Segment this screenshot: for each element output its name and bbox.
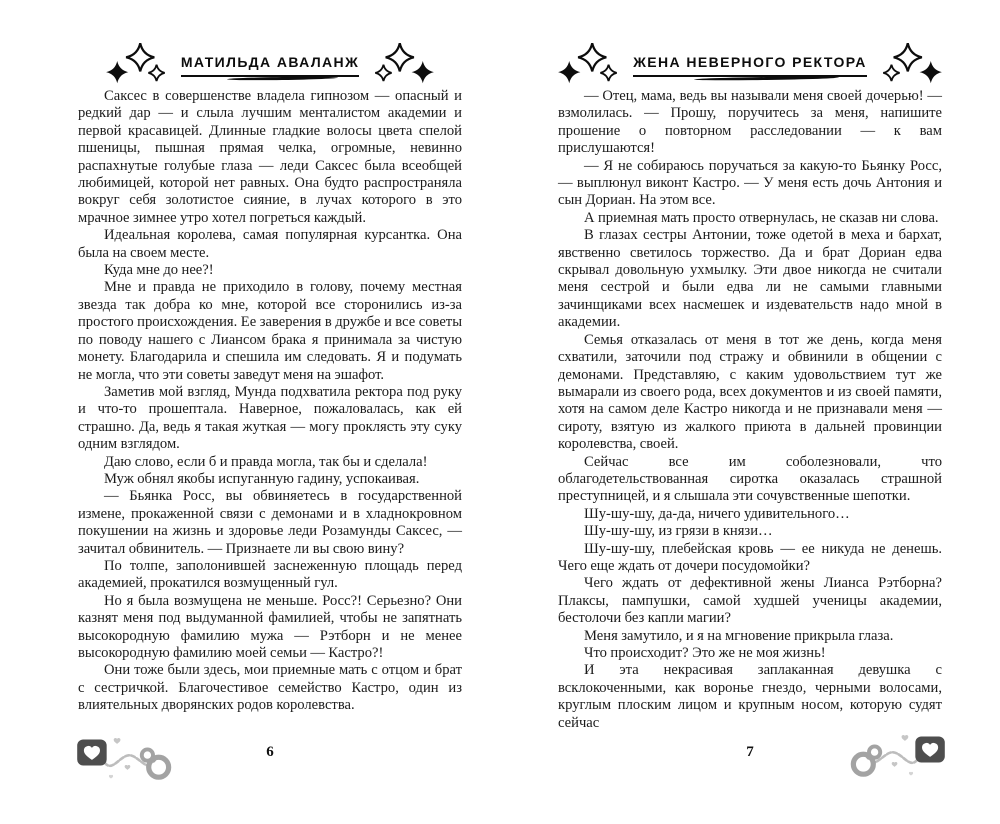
paragraph: Что происходит? Это же не моя жизнь!: [584, 645, 826, 661]
sparkles-icon: [876, 41, 944, 87]
author-header: МАТИЛЬДА АВАЛАНЖ: [181, 54, 359, 77]
paragraph: Шу-шу-шу, из грязи в князи…: [584, 523, 773, 540]
page-number-left: 6: [266, 744, 274, 760]
page-left: [78, 0, 462, 824]
paragraph: — Отец, мама, ведь вы называли меня своей дочерью! — взмолилась. — Прошу, поручитесь за меня, напишите прошение о повторном расследовании — к вам прислушаются!: [558, 88, 942, 157]
sparkles-icon: [368, 41, 436, 87]
page-number-right: 7: [746, 744, 754, 760]
heart-message-handcuffs-icon: [72, 734, 176, 784]
book-title-header: ЖЕНА НЕВЕРНОГО РЕКТОРА: [633, 54, 867, 77]
page-body-left: [78, 88, 462, 715]
paragraph: В глазах сестры Антонии, тоже одетой в меха и бархат, явственно светилось торжество. Да и брат Дориан едва скрывал довольную ухмылку. Эти двое никогда не считали меня сестрой и были едва ли не самыми главными зачинщиками всех насмешек и издевательств надо мной в академии.: [558, 227, 942, 331]
paragraph: — Бьянка Росс, вы обвиняетесь в государственной измене, прокаженной связи с демонами и в хладнокровном покушении на жизнь и здоровье леди Розамунды Саксес, — зачитал обвинитель. — Признаете ли вы свою вину?: [78, 488, 462, 557]
paragraph: Мне и правда не приходило в голову, почему местная звезда так добра ко мне, которой все сторонились из-за простого происхождения. Ее заверения в дружбе и все советы по поводу нашего с Лиансом брака я принимала за чистую монету. Благодарила и спешила им следовать. Я и подумать не могла, что эти советы заведут меня на эшафот.: [78, 279, 462, 383]
sparkles-icon: [104, 41, 172, 87]
paragraph: Идеальная королева, самая популярная курсантка. Она была на своем месте.: [78, 227, 462, 261]
paragraph: По толпе, заполонившей заснеженную площадь перед академией, прокатился возмущенный гул.: [78, 557, 462, 592]
page-body-right: [558, 88, 942, 732]
paragraph: И эта некрасивая заплаканная девушка с всклокоченными, как воронье гнездо, черными волосами, круглым плоским лицом и крупным носом, которую судят сейчас: [558, 662, 942, 731]
paragraph: Даю слово, если б и правда могла, так бы и сделала!: [104, 453, 428, 470]
sparkles-icon: [556, 41, 624, 87]
paragraph: Сейчас все им соболезновали, что облагодетельствованная сиротка оказалась страшной преступницей, и я слышала эти сочувственные шепотки.: [558, 453, 942, 505]
paragraph: Шу-шу-шу, плебейская кровь — ее никуда не денешь. Чего еще ждать от дочери посудомойки?: [558, 540, 942, 574]
paragraph: Муж обнял якобы испуганную гадину, успокаивая.: [104, 470, 420, 487]
paragraph: Они тоже были здесь, мои приемные мать с отцом и брат с сестричкой. Благочестивое семейство Кастро, один из влиятельных дворянских родов королевства.: [78, 662, 462, 714]
paragraph: — Я не собираюсь поручаться за какую-то Бьянку Росс, — выплюнул виконт Кастро. — У меня есть дочь Антония и сын Дориан. На этом все.: [558, 157, 942, 209]
paragraph: Саксес в совершенстве владела гипнозом — опасный и редкий дар — и слыла лучшим менталистом академии и первой красавицей. Длинные гладкие волосы цвета спелой пшеницы, пышная прямая челка, огромные, невинно распахнутые голубые глаза — леди Саксес была всеобщей любимицей, которой нет равных. Она будто распространяла вокруг себя золотистое сияние, в лучах которого в это мрачное зимнее утро хотел погреться каждый.: [78, 88, 462, 226]
handcuffs-heart-message-icon: [846, 731, 950, 781]
paragraph: Меня замутило, и я на мгновение прикрыла глаза.: [584, 627, 894, 644]
paragraph: Заметив мой взгляд, Мунда подхватила ректора под руку и что-то прошептала. Наверное, пожаловалась, как ей страшно. Да, ведь я такая жуткая — могу проклясть эту суку одним взглядом.: [78, 383, 462, 453]
page-header-right: [558, 38, 942, 90]
paragraph: Шу-шу-шу, да-да, ничего удивительного…: [584, 505, 850, 522]
paragraph: Но я была возмущена не меньше. Росс?! Серьезно? Они казнят меня под выдуманной фамилией, чтобы не запятнать высокородную фамилию мужа — Рэтборн и не менее высокородную фамилию моей семьи — Кастро?!: [78, 592, 462, 661]
paragraph: Чего ждать от дефективной жены Лианса Рэтборна? Плаксы, пампушки, самой худшей ученицы академии, бестолочи без капли магии?: [558, 575, 942, 627]
paragraph: А приемная мать просто отвернулась, не сказав ни слова.: [584, 209, 939, 226]
paragraph: Семья отказалась от меня в тот же день, когда меня схватили, заточили под стражу и обвинили в общении с демонами. Представляю, с каким удовольствием тут же вымарали из своего рода, всех документов и из своей памяти, хотя на самом деле Кастро никогда и не признавали меня — сироту, взятую из жалкого приюта в дальней провинции королевства, своей.: [558, 331, 942, 453]
paragraph: Куда мне до нее?!: [104, 262, 214, 279]
page-header-left: [78, 38, 462, 90]
page-right: [558, 0, 942, 824]
